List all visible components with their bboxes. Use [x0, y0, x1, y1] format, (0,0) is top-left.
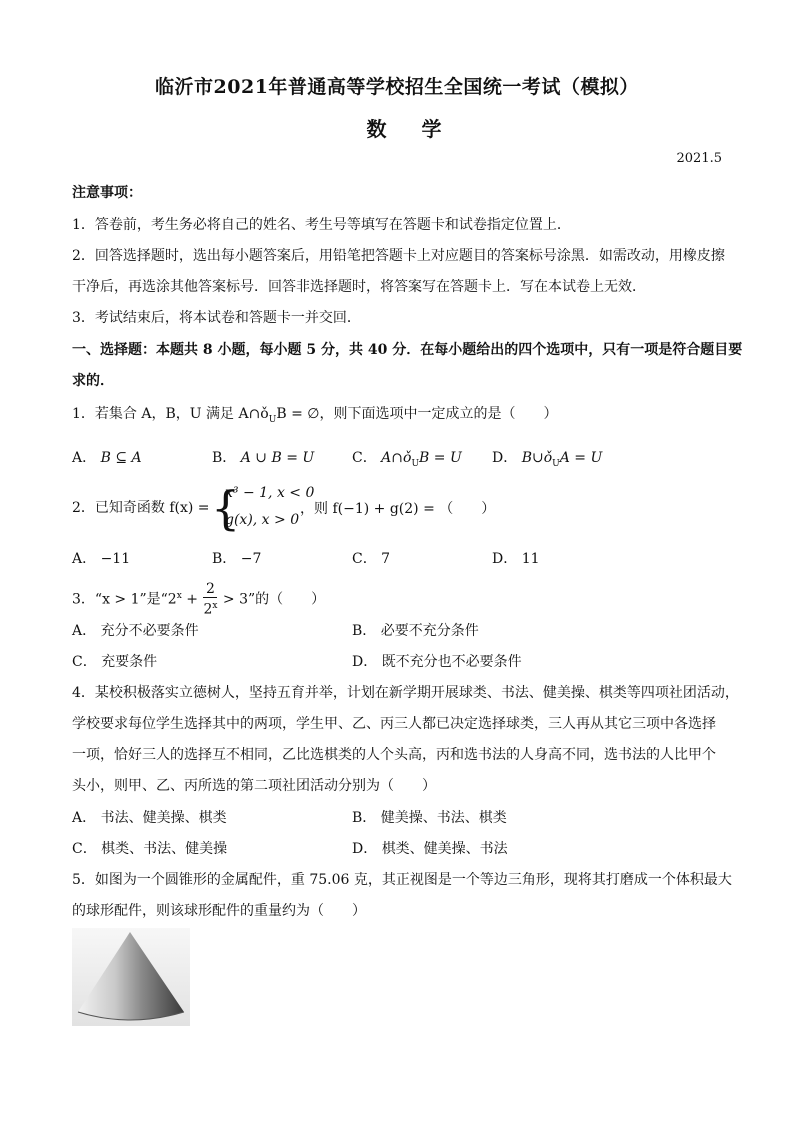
question-4-line-4: 头小，则甲、乙、丙所选的第二项社团活动分别为（ ） [72, 778, 436, 794]
notice-item-1: 1．答卷前，考生务必将自己的姓名、考生号等填写在答题卡和试卷指定位置上． [72, 217, 571, 233]
q1-stem-after: B = ∅，则下面选项中一定成立的是（ ） [276, 406, 558, 422]
q2-option-d: D． 11 [492, 551, 540, 567]
q2-option-a: A． −11 [72, 551, 131, 567]
question-5-line-1: 5．如图为一个圆锥形的金属配件，重 75.06 克，其正视图是一个等边三角形，现将其打磨成一个体积最大 [72, 872, 732, 888]
notice-item-3: 3．考试结束后，将本试卷和答题卡一并交回． [72, 310, 361, 326]
q3-option-a: A． 充分不必要条件 [72, 623, 199, 639]
q4-option-a: A． 书法、健美操、棋类 [72, 810, 227, 826]
q2-option-c: C． 7 [352, 551, 391, 567]
q3-option-b: B． 必要不充分条件 [352, 623, 479, 639]
cone-figure [72, 928, 190, 1026]
notice-item-2: 2．回答选择题时，选出每小题答案后，用铅笔把答题卡上对应题目的答案标号涂黑．如需改动，用橡皮擦 [72, 248, 725, 264]
q1-option-b: B． A ∪ B = U [212, 450, 315, 466]
q2-option-b: B． −7 [212, 551, 262, 567]
q1-option-a: A． B ⊆ A [72, 450, 142, 466]
question-1-stem [72, 404, 557, 430]
q1-stem-sub: U [268, 414, 277, 425]
q3-option-c: C． 充要条件 [72, 654, 158, 670]
question-5-line-2: 的球形配件，则该球形配件的重量约为（ ） [72, 903, 366, 919]
section-heading: 一、选择题：本题共 8 小题，每小题 5 分，共 40 分．在每小题给出的四个选项中，只有一项是符合题目要 [72, 342, 743, 358]
q2-case-2: g(x), x > 0 [225, 512, 300, 528]
question-4-line-1: 4．某校积极落实立德树人，坚持五育并举，计划在新学期开展球类、书法、健美操、棋类等四项社团活动， [72, 685, 739, 701]
q3-fraction: $\frac{2}{2^x}$ [203, 581, 218, 618]
q1-option-d: D． $B\cup ǒ_UA = U$ [492, 450, 603, 469]
question-4-line-2: 学校要求每位学生选择其中的两项，学生甲、乙、丙三人都已决定选择球类，三人再从其它三项中各选择 [72, 716, 716, 732]
q4-option-b: B． 健美操、书法、棋类 [352, 810, 507, 826]
question-2-stem-post: ，则 f(−1) + g(2) = （ ） [300, 501, 496, 517]
q2-case-1: x³ − 1, x < 0 [225, 485, 315, 501]
section-heading-cont: 求的． [72, 373, 114, 389]
q1-option-c: C． $A\cap ǒ_UB = U$ [352, 450, 462, 469]
question-3-stem: 3．“x > 1”是“$2^x$ + $\frac{2}{2^x}$ > 3”的（ ） [72, 581, 326, 618]
notice-item-2-cont: 干净后，再选涂其他答案标号．回答非选择题时，将答案写在答题卡上．写在本试卷上无效． [72, 279, 646, 295]
notice-heading: 注意事项： [72, 185, 142, 201]
subject-title: 数 学 [366, 117, 456, 141]
q4-option-d: D． 棋类、健美操、书法 [352, 841, 508, 857]
exam-date: 2021.5 [676, 151, 722, 166]
q4-option-c: C． 棋类、书法、健美操 [72, 841, 228, 857]
q3-option-d: D． 既不充分也不必要条件 [352, 654, 522, 670]
q1-stem-text: 1．若集合 A，B，U 满足 A∩ǒ [72, 406, 269, 422]
piecewise-brace: { [211, 481, 241, 535]
question-4-line-3: 一项，恰好三人的选择互不相同，乙比选棋类的人个头高，丙和选书法的人身高不同，选书法的人比甲个 [72, 747, 716, 763]
exam-title: 临沂市2021年普通高等学校招生全国统一考试（模拟） [155, 76, 639, 98]
question-2-stem-pre: 2．已知奇函数 f(x) = [72, 500, 210, 516]
